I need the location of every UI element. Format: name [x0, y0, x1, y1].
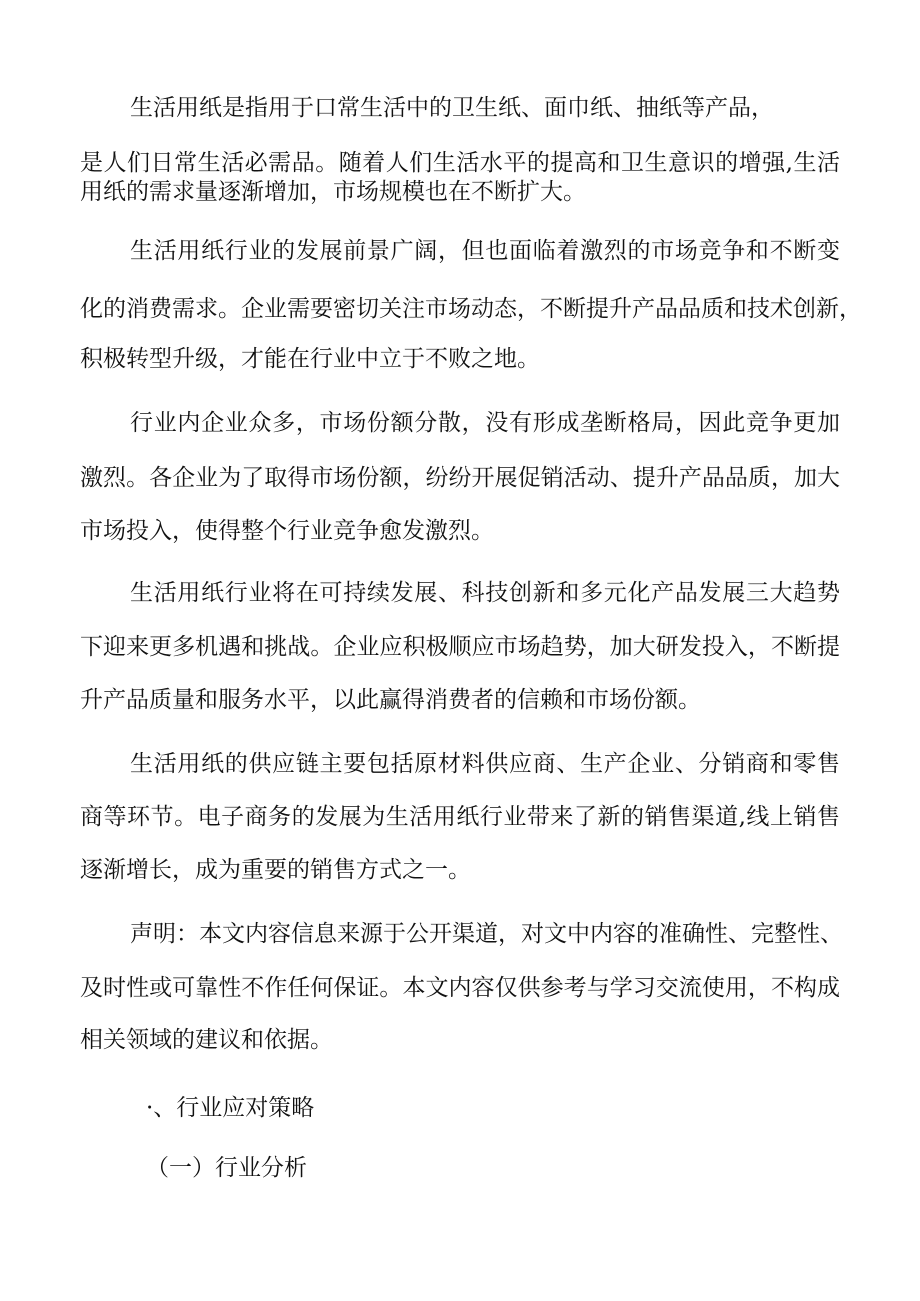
- paragraph-6-line-2: 商等环节。电子商务的发展为生活用纸行业带来了新的销售渠道,线上销售: [80, 804, 840, 830]
- paragraph-3-line-1: 生活用纸行业的发展前景广阔，但也面临着激烈的市场竞争和不断变: [130, 238, 840, 264]
- paragraph-5-line-3: 升产品质量和服务水平，以此赢得消费者的信赖和市场份额。: [80, 687, 701, 713]
- paragraph-3-line-2: 化的消费需求。企业需要密切关注市场动态，不断提升产品品质和技术创新，: [80, 296, 862, 322]
- subsection-heading: （一）行业分析: [146, 1155, 307, 1181]
- disclaimer-line-3: 相关领域的建议和依据。: [80, 1027, 333, 1053]
- paragraph-2-line-1: 是人们日常生活必需品。随着人们生活水平的提高和卫生意识的增强,生活: [80, 150, 840, 176]
- paragraph-5-line-1: 生活用纸行业将在可持续发展、科技创新和多元化产品发展三大趋势: [130, 580, 840, 606]
- paragraph-4-line-2: 激烈。各企业为了取得市场份额，纷纷开展促销活动、提升产品品质，加大: [80, 465, 840, 491]
- paragraph-6-line-1: 生活用纸的供应链主要包括原材料供应商、生产企业、分销商和零售: [130, 751, 840, 777]
- paragraph-4-line-1: 行业内企业众多，市场份额分散，没有形成垄断格局，因此竞争更加: [130, 410, 840, 436]
- paragraph-1-line-1: 生活用纸是指用于口常生活中的卫生纸、面巾纸、抽纸等产品，: [130, 95, 774, 121]
- paragraph-2-line-2: 用纸的需求量逐渐增加，市场规模也在不断扩大。: [80, 179, 586, 205]
- paragraph-4-line-3: 市场投入，使得整个行业竞争愈发激烈。: [80, 518, 494, 544]
- disclaimer-line-1: 声明：本文内容信息来源于公开渠道，对文中内容的准确性、完整性、: [130, 921, 843, 947]
- section-heading: ·、行业应对策略: [146, 1095, 315, 1121]
- paragraph-3-line-3: 积极转型升级，才能在行业中立于不败之地。: [80, 346, 540, 372]
- paragraph-6-line-3: 逐渐增长，成为重要的销售方式之一。: [80, 857, 471, 883]
- disclaimer-line-2: 及时性或可靠性不作任何保证。本文内容仅供参考与学习交流使用，不构成: [80, 975, 840, 1001]
- paragraph-5-line-2: 下迎来更多机遇和挑战。企业应积极顺应市场趋势，加大研发投入，不断提: [80, 634, 840, 660]
